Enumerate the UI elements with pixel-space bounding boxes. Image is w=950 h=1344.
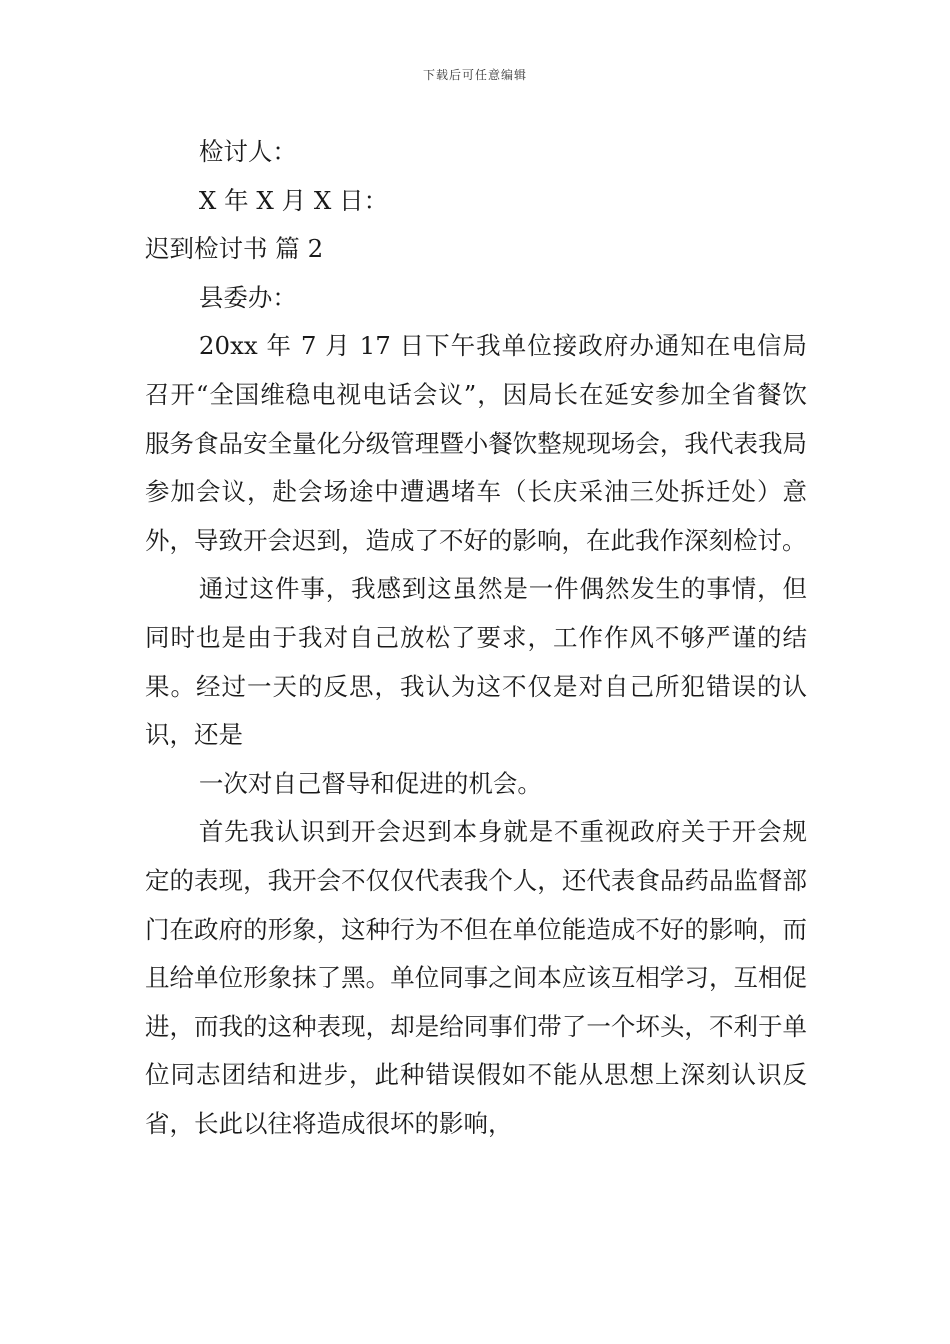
reviewer-label: 检讨人： (198, 137, 297, 166)
paragraph: 20xx 年 7 月 17 日下午我单位接政府办通知在电信局召开“全国维稳电视电话会议”，因局长在延安参加全省餐饮服务食品安全量化分级管理暨小餐饮整规现场会，我代表我局参加会议，赴会场途中遭遇堵车（长庆采油三处拆迁处）意外，导致开会迟到，造成了不好的影响，在此我作深刻检讨。 (145, 331, 807, 555)
paragraph: 通过这件事，我感到这虽然是一件偶然发生的事情，但同时也是由于我对自己放松了要求，工作作风不够严谨的结果。经过一天的反思，我认为这不仅是对自己所犯错误的认识，还是 (145, 574, 807, 750)
section-title: 迟到检讨书 篇 2 (145, 234, 324, 264)
paragraph: 首先我认识到开会迟到本身就是不重视政府关于开会规定的表现，我开会不仅仅代表我个人，还代表食品药品监督部门在政府的形象，这种行为不但在单位能造成不好的影响，而且给单位形象抹了黑。单位同事之间本应该互相学习，互相促进，而我的这种表现，却是给同事们带了一个坏头，不利于单位同志团结和进步，此种错误假如不能从思想上深刻认识反省，长此以往将造成很坏的影响， (145, 817, 807, 1138)
page-header-note: 下载后可任意编辑 (422, 68, 527, 82)
addressee: 县委办： (198, 282, 297, 312)
document-body (145, 128, 807, 1148)
date-line: X 年 X 月 X 日： (198, 185, 389, 215)
paragraph: 一次对自己督导和促进的机会。 (198, 768, 542, 798)
